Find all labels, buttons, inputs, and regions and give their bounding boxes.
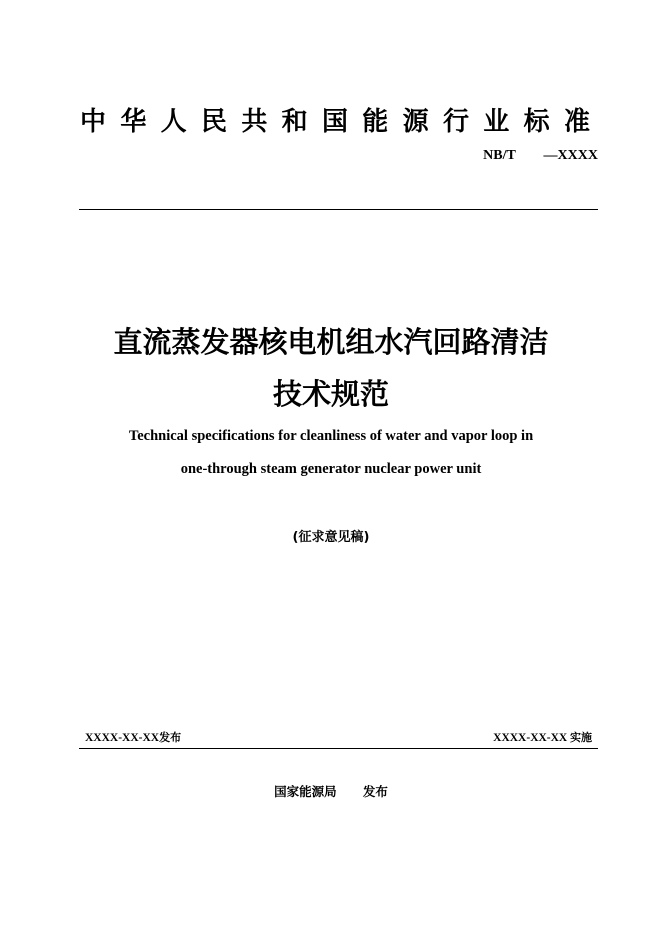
issuer-name: 国家能源局 <box>274 784 337 799</box>
standard-org-char: 民 <box>200 107 227 137</box>
standard-org-char: 能 <box>362 107 389 137</box>
standard-org-char: 人 <box>160 107 187 137</box>
standard-org-char: 标 <box>523 107 550 137</box>
title-cn-line-2: 技术规范 <box>272 377 389 411</box>
publish-label: 发布 <box>159 731 182 744</box>
publish-date: XXXX-XX-XX <box>85 732 160 744</box>
standard-org-char: 共 <box>241 107 268 137</box>
publish-date-line <box>85 730 181 746</box>
standard-org-char: 中 <box>80 107 107 137</box>
standard-org-char: 行 <box>442 107 469 137</box>
standard-org-char: 业 <box>483 107 510 137</box>
footer-divider <box>79 748 598 749</box>
title-en-line-1: Technical specifications for cleanliness of water and vapor loop in <box>128 428 534 444</box>
standard-org-char: 源 <box>402 107 429 137</box>
standard-org-char: 准 <box>563 107 590 137</box>
standard-org-char: 华 <box>120 107 147 137</box>
header-divider <box>79 209 598 210</box>
standard-org-char: 和 <box>281 107 308 137</box>
publisher-line <box>0 783 662 801</box>
issuer-action: 发布 <box>362 784 388 799</box>
standard-number: NB/T —XXXX <box>483 148 598 163</box>
title-en-line-2: one-through steam generator nuclear power unit <box>180 461 482 477</box>
implement-date: XXXX-XX-XX <box>493 732 568 744</box>
standard-org-name <box>80 104 590 140</box>
standard-org-char: 国 <box>321 107 348 137</box>
draft-note: (征求意见稿) <box>292 530 370 545</box>
title-cn-line-1: 直流蒸发器核电机组水汽回路清洁 <box>113 325 549 359</box>
implement-label: 实施 <box>570 731 592 744</box>
implement-date-line <box>493 730 592 746</box>
